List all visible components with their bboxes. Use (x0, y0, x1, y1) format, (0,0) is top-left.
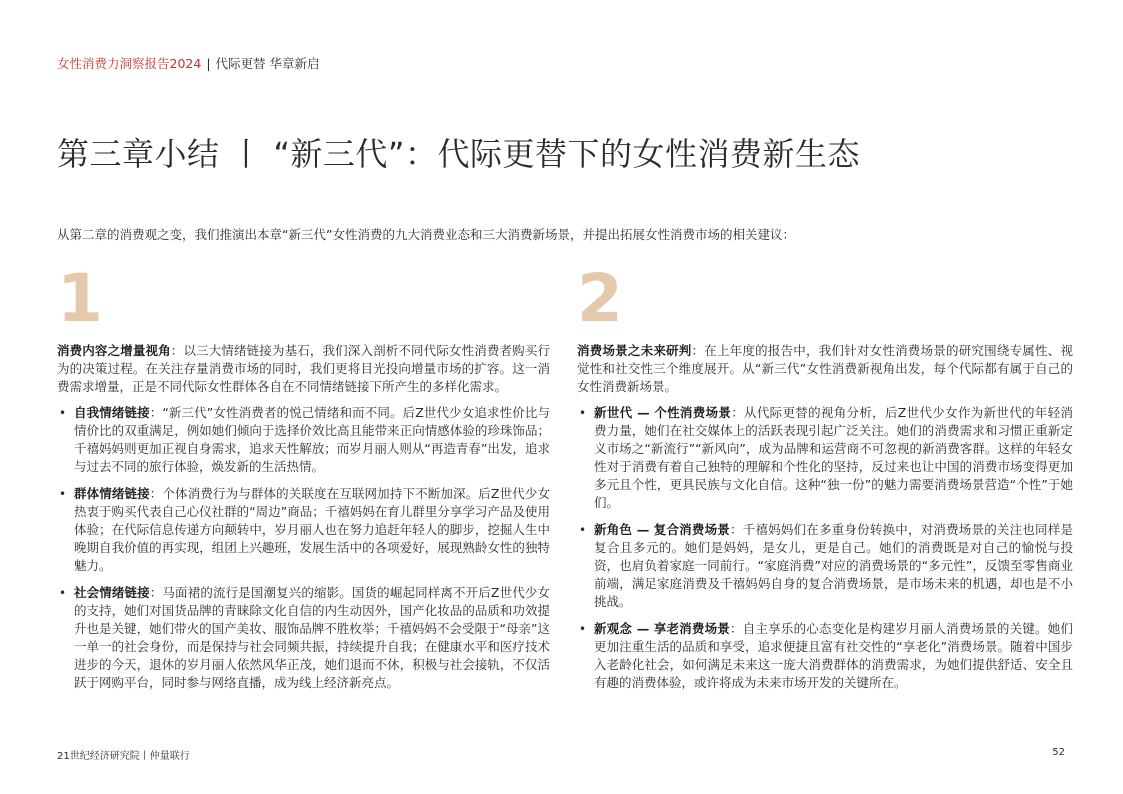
intro-paragraph: 从第二章的消费观之变，我们推演出本章“新三代”女性消费的九大消费业态和三大消费新场景，并提出拓展女性消费市场的相关建议： (57, 227, 795, 242)
list-item-text: ：自主享乐的心态变化是构建岁月丽人消费场景的关键。她们更加注重生活的品质和享受，追求便捷且富有社交性的“享老化”消费场景。随着中国步入老龄化社会，如何满足未来这一庞大消费群体的消费需求，为她们提供舒适、安全且有趣的消费体验，或许将成为未来市场开发的关键所在。 (594, 621, 1073, 690)
section-1 (57, 260, 550, 701)
section-1-list (57, 404, 550, 692)
page-number: 52 (1052, 747, 1065, 758)
section-1-lead-title: 消费内容之增量视角 (57, 343, 171, 358)
list-item-title: 群体情绪链接 (74, 486, 150, 501)
list-item-text: ：个体消费行为与群体的关联度在互联网加持下不断加深。后Z世代少女热衷于购买代表自己心仪社群的“周边”商品；千禧妈妈在育儿群里分享学习产品及使用体验；在代际信息传递方向颠转中，岁月丽人也在努力追赶年轻人的脚步，挖掘人生中晚期自我价值的再实现，组团上兴趣班，发展生活中的各项爱好，展现熟龄女性的独特魅力。 (74, 486, 550, 573)
section-1-lead-text: ：以三大情绪链接为基石，我们深入剖析不同代际女性消费者购买行为的决策过程。在关注存量消费市场的同时，我们更将目光投向增量市场的扩容。这一消费需求增量，正是不同代际女性群体各自在不同情绪链接下所产生的多样化需求。 (57, 343, 550, 394)
list-item (57, 584, 550, 692)
list-item-text: ：“新三代”女性消费者的悦己情绪和而不同。后Z世代少女追求性价比与情价比的双重满足，例如她们倾向于选择价效比高且能带来正向情感体验的珍珠饰品；千禧妈妈则更加正视自身需求，追求天性解放；而岁月丽人则从“再造青春”出发，追求与过去不同的旅行体验，焕发新的生活热情。 (74, 405, 550, 474)
list-item-title: 新角色 — 复合消费场景 (594, 522, 731, 537)
section-1-lead (57, 342, 550, 396)
list-item-text: ：从代际更替的视角分析，后Z世代少女作为新世代的年轻消费力量，她们在社交媒体上的活跃表现引起广泛关注。她们的消费需求和习惯正重新定义市场之“新流行”“新风向”，成为品牌和运营商不可忽视的新消费客群。这样的年轻女性对于消费有着自己独特的理解和个性化的坚持，反过来也让中国的消费市场变得更加多元且个性，更具民族与文化自信。这种“独一份”的魅力需要消费场景营造“个性”于她们。 (594, 405, 1073, 510)
section-number-2: 2 (577, 260, 623, 337)
list-item-title: 自我情绪链接 (74, 405, 150, 420)
list-item (577, 620, 1073, 692)
section-2 (577, 260, 1073, 701)
page-title: 第三章小结 丨 “新三代”：代际更替下的女性消费新生态 (57, 135, 861, 173)
report-name: 女性消费力洞察报告2024 (57, 56, 202, 71)
report-header (57, 56, 320, 72)
list-item-text: ：马面裙的流行是国潮复兴的缩影。国货的崛起同样离不开后Z世代少女的支持，她们对国货品牌的青睐除文化自信的内生动因外，国产化妆品的品质和功效提升也是关键，她们带火的国产美妆、服饰品牌不胜枚举；千禧妈妈不会受限于“母亲”这一单一的社会身份，而是保持与社会同频共振，持续提升自我；在健康水平和医疗技术进步的今天，退休的岁月丽人依然风华正茂，她们退而不休，积极与社会接轨，不仅活跃于网购平台，同时参与网络直播，成为线上经济新亮点。 (74, 585, 550, 690)
list-item-text: ：千禧妈妈们在多重身份转换中，对消费场景的关注也同样是复合且多元的。她们是妈妈，是女儿，更是自己。她们的消费既是对自己的愉悦与投资，也肩负着家庭一同前行。“家庭消费”对应的消费场景的“多元性”，反馈至零售商业前端，满足家庭消费及千禧妈妈自身的复合消费场景，是市场未来的机遇，却也是不小挑战。 (594, 522, 1073, 609)
list-item-title: 社会情绪链接 (74, 585, 150, 600)
header-separator: | (206, 56, 211, 71)
section-2-list (577, 404, 1073, 692)
footer-publisher: 21世纪经济研究院丨仲量联行 (57, 751, 190, 762)
list-item-title: 新观念 — 享老消费场景 (594, 621, 731, 636)
list-item (57, 404, 550, 476)
list-item (57, 485, 550, 575)
section-2-lead (577, 342, 1073, 396)
list-item (577, 521, 1073, 611)
section-2-lead-text: ：在上年度的报告中，我们针对女性消费场景的研究围绕专属性、视觉性和社交性三个维度展开。从“新三代”女性消费新视角出发，每个代际都有属于自己的女性消费新场景。 (577, 343, 1073, 394)
section-2-lead-title: 消费场景之未来研判 (577, 343, 692, 358)
section-number-1: 1 (57, 260, 103, 337)
report-subtitle: 代际更替 华章新启 (215, 56, 320, 71)
list-item (577, 404, 1073, 512)
list-item-title: 新世代 — 个性消费场景 (594, 405, 732, 420)
